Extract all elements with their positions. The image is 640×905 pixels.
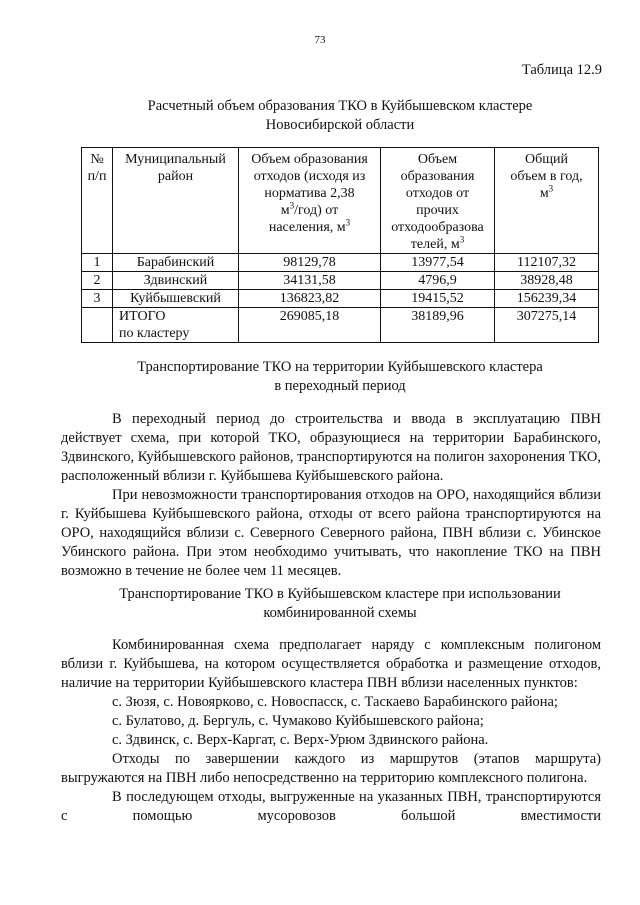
section-1-body bbox=[61, 410, 601, 581]
paragraph: Комбинированная схема предполагает наряду с комплексным полигоном вблизи г. Куйбышева, на котором осуществляется обработка и размещение отходов, наличие на территории Куйбышевского кластера ПВН вблизи населенных пунктов: bbox=[61, 637, 601, 691]
table-label: Таблица 12.9 bbox=[521, 62, 602, 78]
paragraph: Отходы по завершении каждого из маршрутов (этапов маршрута) выгружаются на ПВН либо непосредственно на территорию комплексного полигона. bbox=[61, 751, 601, 786]
table-title-line-2: Новосибирской области bbox=[265, 117, 415, 133]
cell-district: Барабинский bbox=[113, 254, 239, 272]
section-2-body bbox=[61, 636, 601, 826]
cell-num bbox=[82, 308, 113, 343]
cell-num: 1 bbox=[82, 254, 113, 272]
cell-total: 307275,14 bbox=[495, 308, 599, 343]
section-1-title-line-2: в переходный период bbox=[274, 378, 406, 394]
table-row bbox=[82, 272, 599, 290]
paragraph: В переходный период до строительства и ввода в эксплуатацию ПВН действует схема, при которой ТКО, образующиеся на территории Барабинского, Здвинского, Куйбышевского районов, транспортируются на полигон захоронения ТКО, расположенный вблизи г. Куйбышева Куйбышевского района. bbox=[61, 411, 601, 484]
header-norm-volume: Объем образования отходов (исходя из норматива 2,38 $м^3/год$) от населения, $м^3$ bbox=[239, 148, 381, 254]
cell-total: 112107,32 bbox=[495, 254, 599, 272]
cell-norm: 98129,78 bbox=[239, 254, 381, 272]
table-total-row bbox=[82, 308, 599, 343]
list-item: с. Здвинск, с. Верх-Каргат, с. Верх-Урюм Здвинского района. bbox=[112, 732, 489, 748]
section-2-title bbox=[60, 585, 620, 623]
table-row bbox=[82, 254, 599, 272]
cell-total-label: ИТОГО по кластеру bbox=[113, 308, 239, 343]
section-2-title-line-2: комбинированной схемы bbox=[263, 605, 417, 621]
cell-other: 19415,52 bbox=[381, 290, 495, 308]
cell-norm: 136823,82 bbox=[239, 290, 381, 308]
list-item: с. Булатово, д. Бергуль, с. Чумаково Куйбышевского района; bbox=[112, 713, 484, 729]
table-header-row bbox=[82, 148, 599, 254]
cell-num: 2 bbox=[82, 272, 113, 290]
cell-total: 156239,34 bbox=[495, 290, 599, 308]
cell-norm: 34131,58 bbox=[239, 272, 381, 290]
header-num: № п/п bbox=[82, 148, 113, 254]
waste-volume-table bbox=[81, 147, 599, 343]
table-title bbox=[60, 97, 620, 135]
section-1-title-line-1: Транспортирование ТКО на территории Куйбышевского кластера bbox=[137, 359, 543, 375]
page-number: 73 bbox=[314, 34, 326, 46]
paragraph: В последующем отходы, выгруженные на указанных ПВН, транспортируются с помощью мусоровозов большой вместимости bbox=[61, 789, 601, 824]
cell-other: 38189,96 bbox=[381, 308, 495, 343]
table-row bbox=[82, 290, 599, 308]
cell-other: 4796,9 bbox=[381, 272, 495, 290]
cell-total: 38928,48 bbox=[495, 272, 599, 290]
cell-other: 13977,54 bbox=[381, 254, 495, 272]
cell-district: Куйбышевский bbox=[113, 290, 239, 308]
section-2-title-line-1: Транспортирование ТКО в Куйбышевском кластере при использовании bbox=[119, 586, 561, 602]
cell-num: 3 bbox=[82, 290, 113, 308]
header-total-volume: Общий объем в год, $м^3$ bbox=[495, 148, 599, 254]
cell-norm: 269085,18 bbox=[239, 308, 381, 343]
table-title-line-1: Расчетный объем образования ТКО в Куйбышевском кластере bbox=[147, 98, 533, 114]
list-item: с. Зюзя, с. Новоярково, с. Новоспасск, с. Таскаево Барабинского района; bbox=[112, 694, 558, 710]
section-1-title bbox=[60, 358, 620, 396]
header-other-volume: Объем образования отходов от прочих отходообразова телей, $м^3$ bbox=[381, 148, 495, 254]
cell-district: Здвинский bbox=[113, 272, 239, 290]
paragraph: При невозможности транспортирования отходов на ОРО, находящийся вблизи г. Куйбышева Куйбышевского района, отходы от всего района транспортируются на ОРО, находящийся вблизи с. Северного Северного района, ПВН вблизи с. Убинское Убинского района. При этом необходимо учитывать, что накопление ТКО на ПВН возможно в течение не более чем 11 месяцев. bbox=[61, 487, 601, 579]
header-district: Муниципальный район bbox=[113, 148, 239, 254]
